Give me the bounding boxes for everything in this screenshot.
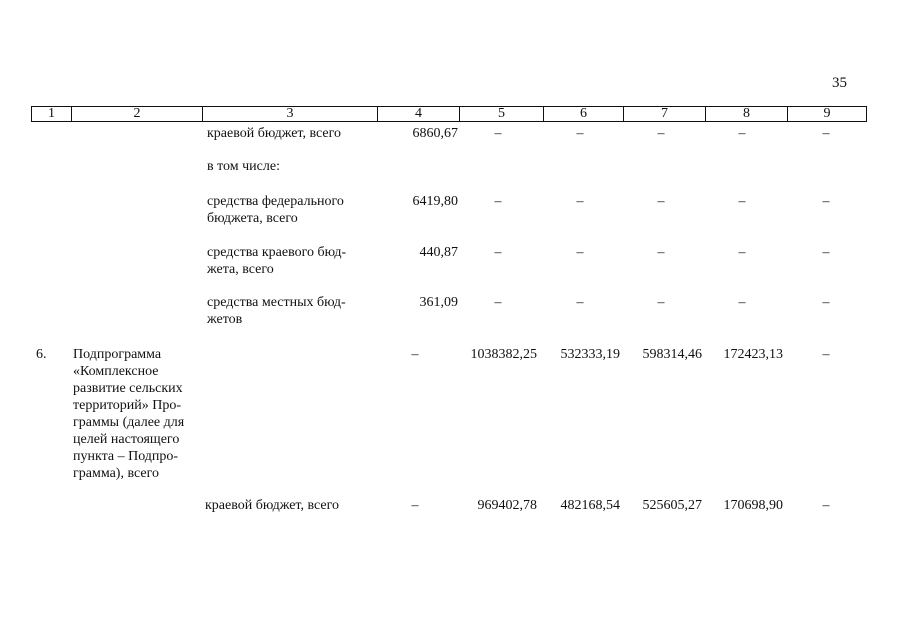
header-cell-1: 1 — [48, 106, 55, 121]
cell-value: – — [822, 194, 830, 209]
cell-value: – — [738, 295, 746, 310]
cell-value: 1038382,25 — [470, 347, 537, 362]
header-cell-4: 4 — [377, 107, 459, 121]
cell-value: – — [494, 295, 502, 310]
cell-value: – — [738, 245, 746, 260]
subprogram-name-line: развитие сельских — [73, 381, 183, 396]
cell-value: 440,87 — [419, 245, 458, 260]
row-label: средства местных бюд- — [207, 295, 346, 310]
subprogram-name-line: Подпрограмма — [73, 347, 162, 362]
cell-value: 532333,19 — [560, 347, 620, 362]
row-label-continued: бюджета, всего — [207, 211, 298, 226]
row-label: средства краевого бюд- — [207, 245, 347, 260]
cell-value: – — [822, 126, 830, 141]
cell-value: – — [576, 295, 584, 310]
row-label-continued: жета, всего — [207, 262, 274, 277]
cell-value: – — [411, 347, 419, 362]
cell-value: 361,09 — [419, 295, 458, 310]
header-cell-6: 6 — [543, 107, 623, 121]
subprogram-name-line: граммы (далее для — [73, 415, 185, 430]
cell-value: – — [576, 194, 584, 209]
row-number: 6. — [36, 347, 47, 362]
header-cell-3: 3 — [202, 107, 377, 121]
header-cell-2: 2 — [71, 107, 202, 121]
cell-value: – — [822, 498, 830, 513]
cell-value: 6860,67 — [412, 126, 458, 141]
subprogram-name-line: пункта – Подпро- — [73, 449, 179, 464]
cell-value: – — [657, 194, 665, 209]
cell-value: – — [738, 126, 746, 141]
cell-value: – — [576, 126, 584, 141]
cell-value: 525605,27 — [642, 498, 702, 513]
cell-value: 170698,90 — [723, 498, 783, 513]
cell-value: – — [657, 295, 665, 310]
cell-value: – — [411, 498, 419, 513]
cell-value: – — [822, 347, 830, 362]
subprogram-name-line: целей настоящего — [73, 432, 180, 447]
cell-value: 172423,13 — [723, 347, 783, 362]
cell-value: 482168,54 — [560, 498, 620, 513]
cell-value: – — [494, 245, 502, 260]
cell-value: 6419,80 — [412, 194, 458, 209]
cell-value: – — [657, 126, 665, 141]
subprogram-name-line: грамма), всего — [73, 466, 159, 481]
row-label: краевой бюджет, всего — [205, 498, 340, 513]
row-label: в том числе: — [207, 159, 280, 174]
subprogram-name-line: «Комплексное — [73, 364, 159, 379]
header-cell-5: 5 — [459, 107, 543, 121]
header-cell-7: 7 — [623, 107, 705, 121]
cell-value: – — [494, 194, 502, 209]
cell-value: 969402,78 — [477, 498, 537, 513]
header-cell-9: 9 — [787, 107, 866, 121]
cell-value: – — [494, 126, 502, 141]
header-cell-8: 8 — [705, 107, 787, 121]
row-label-continued: жетов — [207, 312, 243, 327]
row-label: краевой бюджет, всего — [207, 126, 342, 141]
cell-value: – — [822, 295, 830, 310]
page-number: 35 — [832, 75, 847, 91]
table-header-row — [31, 106, 867, 122]
cell-value: 598314,46 — [642, 347, 702, 362]
row-label: средства федерального — [207, 194, 344, 209]
cell-value: – — [738, 194, 746, 209]
subprogram-name-line: территорий» Про- — [73, 398, 182, 413]
cell-value: – — [822, 245, 830, 260]
cell-value: – — [657, 245, 665, 260]
cell-value: – — [576, 245, 584, 260]
